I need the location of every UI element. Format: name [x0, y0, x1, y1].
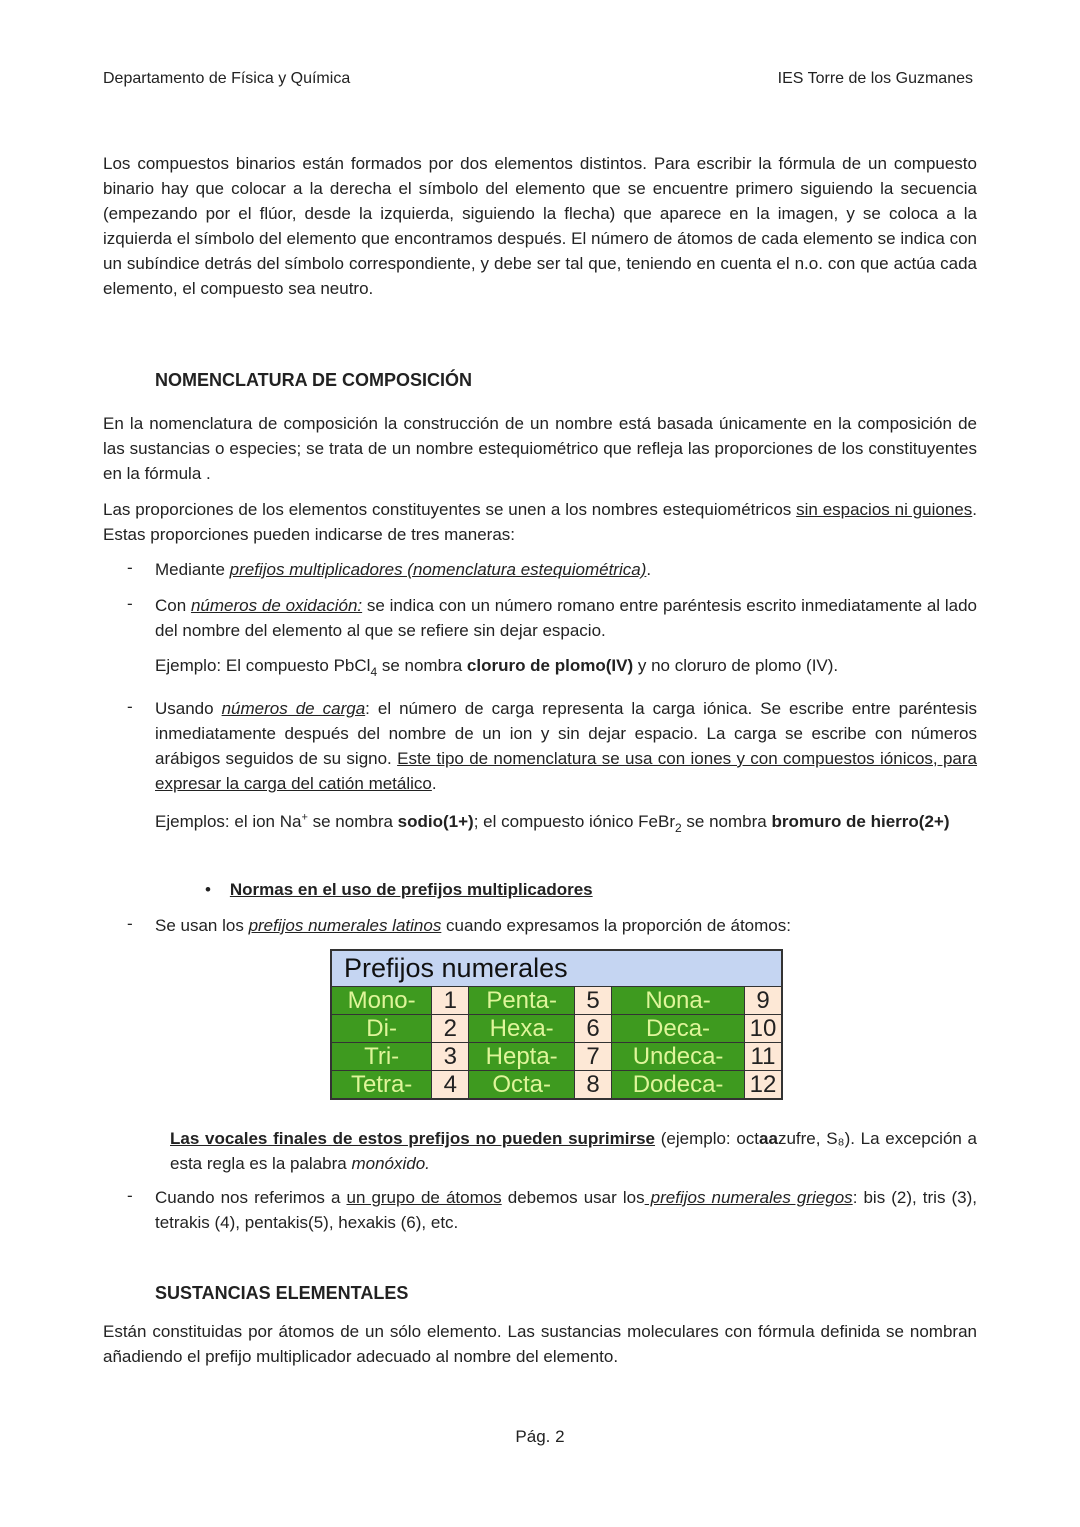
composicion-paragraph — [103, 411, 977, 486]
text-run: cloruro de plomo(IV) — [466, 656, 634, 675]
text-run: ; el compuesto iónico FeBr — [473, 812, 675, 831]
text-run: un grupo de átomos — [346, 1188, 502, 1207]
text-run: zufre, S₈). La excepción a esta regla es la palabra — [170, 1129, 978, 1173]
number-cell: 5 — [575, 987, 612, 1015]
text-run: Cuando nos referimos a — [155, 1188, 347, 1207]
text-run: Ejemplos: el ion Na — [155, 812, 302, 831]
prefix-cell: Penta- — [469, 987, 575, 1015]
header-department: Departamento de Física y Química — [103, 70, 351, 87]
text-run: Este tipo de nomenclatura se usa con iones y con compuestos iónicos, para expresar la carga del catión metálico — [155, 749, 978, 793]
sustancias-paragraph — [103, 1319, 977, 1369]
prefix-cell: Nona- — [612, 987, 745, 1015]
intro-paragraph — [103, 151, 977, 301]
text-run: Ejemplo: El compuesto PbCl — [155, 656, 371, 675]
number-cell: 9 — [745, 987, 783, 1015]
header-school: IES Torre de los Guzmanes — [777, 70, 973, 87]
text-run: : bis (2), tris (3), tetrakis (4), pentakis(5), hexakis (6), etc. — [155, 1188, 978, 1232]
example-carga — [155, 806, 977, 838]
text-run: números de oxidación: — [190, 596, 363, 615]
text-run: Las vocales finales de estos prefijos no pueden suprimirse — [170, 1129, 656, 1148]
list-item-latinos — [155, 913, 977, 938]
number-cell: 10 — [745, 1015, 783, 1043]
number-cell: 6 — [575, 1015, 612, 1043]
text-run: cuando expresamos la proporción de átomos: — [441, 916, 791, 935]
prefix-cell: Hexa- — [469, 1015, 575, 1043]
list-dash: - — [127, 914, 133, 933]
text-run: prefijos numerales latinos — [248, 916, 442, 935]
bullet: • — [205, 880, 211, 899]
number-cell: 2 — [432, 1015, 469, 1043]
text-run: prefijos multiplicadores (nomenclatura estequiométrica) — [229, 560, 647, 579]
text-run: 2 — [674, 821, 682, 835]
text-run: + — [301, 811, 308, 824]
page-number: Pág. 2 — [515, 1427, 565, 1446]
prefix-cell: Di- — [331, 1015, 432, 1043]
number-cell: 11 — [745, 1043, 783, 1071]
text-run: 4 — [370, 665, 378, 679]
section-title-sustancias: SUSTANCIAS ELEMENTALES — [155, 1283, 409, 1303]
text-run: Se usan los — [155, 916, 249, 935]
prefix-cell: Tetra- — [331, 1071, 432, 1100]
text-run: y no cloruro de plomo (IV). — [633, 656, 839, 675]
table-row — [331, 1015, 782, 1043]
text-run: prefijos numerales griegos — [644, 1188, 853, 1207]
text-run: se nombra — [681, 812, 772, 831]
text-run: (ejemplo: oct — [655, 1129, 760, 1148]
number-cell: 4 — [432, 1071, 469, 1100]
text-run: se nombra — [307, 812, 398, 831]
list-dash: - — [127, 697, 133, 716]
table-title: Prefijos numerales — [331, 950, 782, 987]
text-run: En la nomenclatura de composición la construcción de un nombre está basada únicamente en la composición de las sustancias o especies; se trata de un nombre estequiométrico que refleja las proporciones de los constituyentes en la fórmula . — [103, 414, 977, 483]
text-run: se indica con un número romano entre paréntesis escrito inmediatamente al lado del nombre del elemento al que se refiere sin dejar espacio. — [155, 596, 977, 640]
prefijos-table — [330, 949, 783, 1100]
table-row — [331, 1043, 782, 1071]
text-run: Están constituidas por átomos de un sólo elemento. Las sustancias moleculares con fórmula definida se nombran añadiendo el prefijo multiplicador adecuado al nombre del elemento. — [103, 1322, 977, 1366]
text-run: se nombra — [377, 656, 467, 675]
prefix-cell: Dodeca- — [612, 1071, 745, 1100]
text-run: debemos usar los — [501, 1188, 645, 1207]
proporciones-paragraph — [103, 497, 977, 547]
prefix-cell: Octa- — [469, 1071, 575, 1100]
prefix-cell: Tri- — [331, 1043, 432, 1071]
number-cell: 7 — [575, 1043, 612, 1071]
text-run: Usando — [155, 699, 222, 718]
text-run: sin espacios ni guiones — [796, 500, 973, 519]
subheading-normas — [205, 877, 905, 902]
text-run: . — [646, 560, 652, 579]
text-run: . — [431, 774, 437, 793]
number-cell: 1 — [432, 987, 469, 1015]
list-item-oxidacion — [155, 593, 977, 643]
text-run: monóxido. — [351, 1154, 430, 1173]
text-run: : el número de carga representa la carga iónica. Se escribe entre paréntesis inmediatamente después del nombre de un ion y sin dejar espacio. La carga se escribe con números arábigos seguidos de su signo. — [155, 699, 977, 768]
text-run: Los compuestos binarios están formados por dos elementos distintos. Para escribir la fórmula de un compuesto binario hay que colocar a la derecha el símbolo del elemento que se encuentre primero siguiendo la secuencia (empezando por el flúor, desde la izquierda, siguiendo la flecha) que aparece en la imagen, y se coloca a la izquierda el símbolo del elemento que encontramos después. El número de átomos de cada elemento se indica con un subíndice detrás del símbolo correspondiente, y debe ser tal que, teniendo en cuenta el n.o. con que actúa cada elemento, el compuesto sea neutro. — [103, 154, 977, 298]
table-row — [331, 987, 782, 1015]
text-run: sodio(1+) — [397, 812, 474, 831]
text-run: . Estas proporciones pueden indicarse de tres maneras: — [103, 500, 977, 544]
number-cell: 3 — [432, 1043, 469, 1071]
prefix-cell: Deca- — [612, 1015, 745, 1043]
number-cell: 8 — [575, 1071, 612, 1100]
text-run: Las proporciones de los elementos constituyentes se unen a los nombres estequiométricos — [103, 500, 797, 519]
prefix-cell: Hepta- — [469, 1043, 575, 1071]
text-run: aa — [759, 1129, 778, 1148]
text-run: Con — [155, 596, 191, 615]
list-item-griegos — [155, 1185, 977, 1235]
number-cell: 12 — [745, 1071, 783, 1100]
list-item-carga — [155, 696, 977, 796]
vocales-note — [170, 1126, 977, 1176]
text-run: números de carga — [221, 699, 366, 718]
text-run: bromuro de hierro(2+) — [771, 812, 950, 831]
list-dash: - — [127, 1186, 133, 1205]
subheading-text: Normas en el uso de prefijos multiplicadores — [229, 880, 593, 899]
section-title-composicion: NOMENCLATURA DE COMPOSICIÓN — [155, 370, 472, 390]
list-dash: - — [127, 594, 133, 613]
text-run: Mediante — [155, 560, 230, 579]
prefix-cell: Mono- — [331, 987, 432, 1015]
prefix-cell: Undeca- — [612, 1043, 745, 1071]
list-dash: - — [127, 558, 133, 577]
table-row — [331, 1071, 782, 1100]
example-oxidacion — [155, 653, 977, 678]
list-item-prefijos — [155, 557, 977, 582]
